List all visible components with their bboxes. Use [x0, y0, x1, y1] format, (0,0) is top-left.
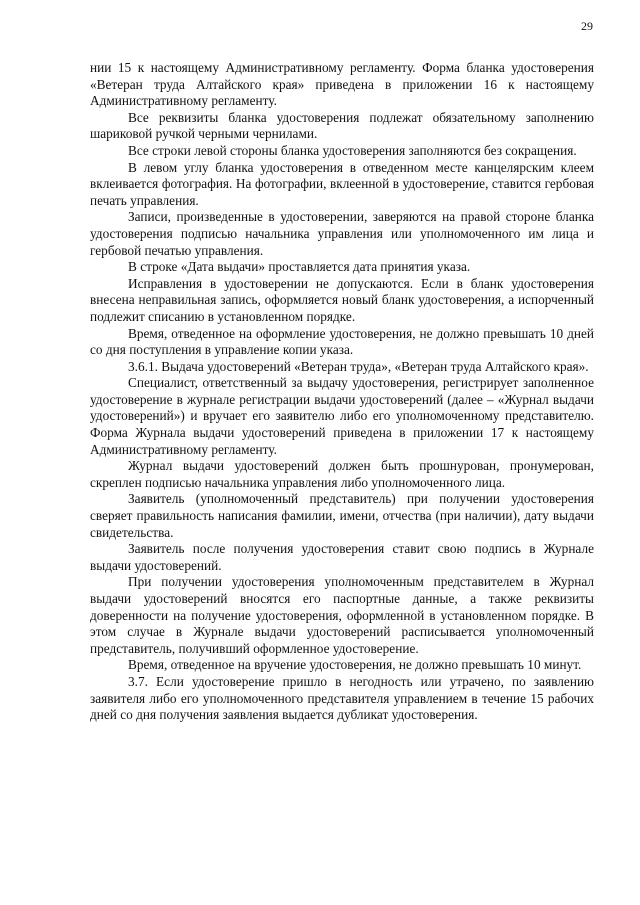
paragraph: В левом углу бланка удостоверения в отведенном месте канцелярским клеем вклеивается фотография. На фотографии, вклеенной в удостоверение, ставится гербовая печать управления. — [90, 159, 594, 208]
paragraph: Время, отведенное на оформление удостоверения, не должно превышать 10 дней со дня поступления в управление копии указа. — [90, 325, 594, 358]
paragraph: Все реквизиты бланка удостоверения подлежат обязательному заполнению шариковой ручкой черными чернилами. — [90, 109, 594, 142]
paragraph: Время, отведенное на вручение удостоверения, не должно превышать 10 минут. — [128, 657, 582, 673]
paragraph: В строке «Дата выдачи» проставляется дата принятия указа. — [128, 259, 471, 275]
paragraph: Записи, произведенные в удостоверении, заверяются на правой стороне бланка удостоверения подписью начальника управления или уполномоченного им лица и гербовой печатью управления. — [90, 209, 594, 258]
paragraph: Заявитель (уполномоченный представитель) при получении удостоверения сверяет правильность написания фамилии, имени, отчества (при наличии), дату выдачи свидетельства. — [90, 491, 594, 540]
section-3-7-paragraph: 3.7. Если удостоверение пришло в негодность или утрачено, по заявлению заявителя либо его уполномоченного представителя управлением в течение 15 рабочих дней со дня получения заявления выдается дубликат удостоверения. — [90, 673, 594, 723]
paragraph: Исправления в удостоверении не допускаются. Если в бланк удостоверения внесена неправильная запись, оформляется новый бланк удостоверения, а испорченный подлежит списанию в установленном порядке. — [90, 275, 594, 324]
paragraph: Журнал выдачи удостоверений должен быть прошнурован, пронумерован, скреплен подписью начальника управления либо уполномоченного лица. — [90, 458, 594, 490]
paragraph: Все строки левой стороны бланка удостоверения заполняются без сокращения. — [128, 142, 577, 158]
section-heading-3-6-1: 3.6.1. Выдача удостоверений «Ветеран труда», «Ветеран труда Алтайского края». — [128, 358, 589, 374]
document-body — [90, 60, 594, 724]
paragraph: Специалист, ответственный за выдачу удостоверения, регистрирует заполненное удостоверение в журнале регистрации выдачи удостоверений (далее – «Журнал выдачи удостоверений») и вручает его заявителю либо его уполномоченному представителю. Форма Журнала выдачи удостоверений приведена в приложении 17 к настоящему Административному регламенту. — [90, 375, 594, 457]
paragraph-continuation: нии 15 к настоящему Административному регламенту. Форма бланка удостоверения «Ветеран труда Алтайского края» приведена в приложении 16 к настоящему Административному регламенту. — [90, 60, 594, 109]
page-number: 29 — [581, 19, 593, 33]
paragraph: При получении удостоверения уполномоченным представителем в Журнал выдачи удостоверений вносятся его паспортные данные, а также реквизиты доверенности на получение удостоверения, оформленной в установленном порядке. В этом случае в Журнале выдачи удостоверений расписывается уполномоченный представитель, получивший оформленное удостоверение. — [90, 574, 594, 656]
paragraph: Заявитель после получения удостоверения ставит свою подпись в Журнале выдачи удостоверений. — [90, 541, 594, 573]
